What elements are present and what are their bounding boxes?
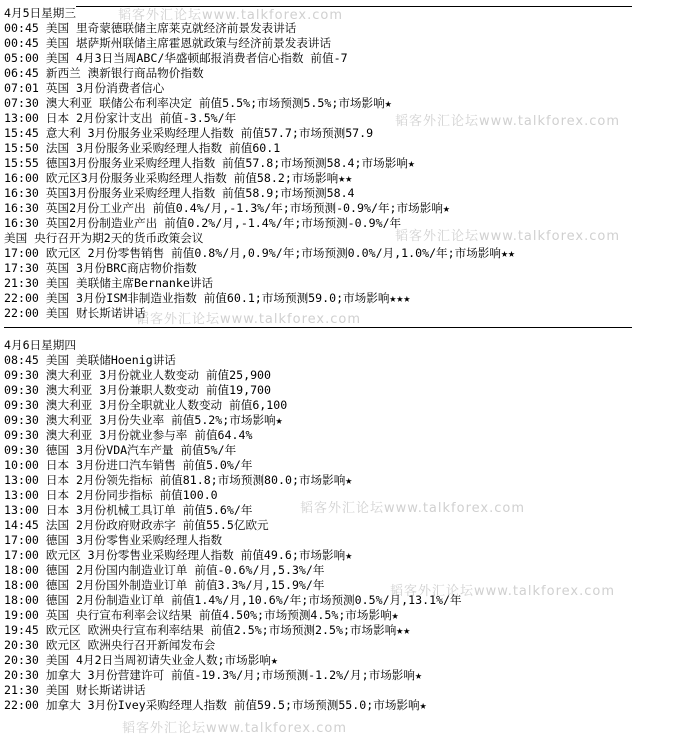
event-line: 08:45 美国 美联储Hoenig讲话 <box>4 353 176 367</box>
day-section-apr5 <box>4 6 696 321</box>
day-section-apr6 <box>4 338 696 713</box>
divider <box>4 327 632 328</box>
event-line: 15:50 法国 3月份服务业采购经理人指数 前值60.1 <box>4 141 281 155</box>
event-line: 18:00 德国 2月份制造业订单 前值1.4%/月,10.6%/年;市场预测0.5%/月,13.1%/年 <box>4 593 462 607</box>
event-line: 15:55 德国3月份服务业采购经理人指数 前值57.8;市场预测58.4;市场影响★ <box>4 156 415 170</box>
watermark: 韬客外汇论坛www.talkforex.com <box>395 114 620 129</box>
day-heading: 4月6日星期四 <box>4 338 76 352</box>
event-line: 美国 央行召开为期2天的货币政策会议 <box>4 231 204 245</box>
event-line: 15:45 意大利 3月份服务业采购经理人指数 前值57.7;市场预测57.9 <box>4 126 374 140</box>
event-line: 07:30 澳大利亚 联储公布利率决定 前值5.5%;市场预测5.5%;市场影响★ <box>4 96 392 110</box>
event-line: 09:30 澳大利亚 3月份全职就业人数变动 前值6,100 <box>4 398 288 412</box>
event-line: 17:00 德国 3月份零售业采购经理人指数 <box>4 533 223 547</box>
event-line: 06:45 新西兰 澳新银行商品物价指数 <box>4 66 204 80</box>
event-line: 19:45 欧元区 欧洲央行宣布利率结果 前值2.5%;市场预测2.5%;市场影响★★ <box>4 623 411 637</box>
watermark: 韬客外汇论坛www.talkforex.com <box>122 721 347 736</box>
event-line: 22:00 美国 3月份ISM非制造业指数 前值60.1;市场预测59.0;市场影响★★★ <box>4 291 411 305</box>
event-line: 14:45 法国 2月份政府财政赤字 前值55.5亿欧元 <box>4 518 269 532</box>
event-line: 21:30 美国 财长斯诺讲话 <box>4 683 146 697</box>
event-line: 16:00 欧元区3月份服务业采购经理人指数 前值58.2;市场影响★★ <box>4 171 353 185</box>
event-line: 13:00 日本 2月份家计支出 前值-3.5%/年 <box>4 111 237 125</box>
event-line: 20:30 加拿大 3月份营建许可 前值-19.3%/月;市场预测-1.2%/月;市场影响★ <box>4 668 422 682</box>
event-line: 09:30 澳大利亚 3月份就业参与率 前值64.4% <box>4 428 253 442</box>
event-line: 18:00 德国 2月份国内制造业订单 前值-0.6%/月,5.3%/年 <box>4 563 325 577</box>
event-line: 16:30 英国3月份服务业采购经理人指数 前值58.9;市场预测58.4 <box>4 186 355 200</box>
event-line: 00:45 美国 里奇蒙德联储主席莱克就经济前景发表讲话 <box>4 21 297 35</box>
event-line: 09:30 澳大利亚 3月份就业人数变动 前值25,900 <box>4 368 272 382</box>
event-line: 09:30 澳大利亚 3月份兼职人数变动 前值19,700 <box>4 383 272 397</box>
event-line: 21:30 美国 美联储主席Bernanke讲话 <box>4 276 214 290</box>
event-line: 00:45 美国 堪萨斯州联储主席霍恩就政策与经济前景发表讲话 <box>4 36 332 50</box>
event-line: 10:00 日本 3月份进口汽车销售 前值5.0%/年 <box>4 458 253 472</box>
event-line: 16:30 英国2月份工业产出 前值0.4%/月,-1.3%/年;市场预测-0.9%/年;市场影响★ <box>4 201 450 215</box>
event-line: 09:30 德国 3月份VDA汽车产量 前值5%/年 <box>4 443 237 457</box>
event-line: 20:30 欧元区 欧洲央行召开新闻发布会 <box>4 638 216 652</box>
watermark: 韬客外汇论坛www.talkforex.com <box>300 501 525 516</box>
event-line: 07:01 英国 3月份消费者信心 <box>4 81 165 95</box>
event-line: 19:00 英国 央行宣布利率会议结果 前值4.50%;市场预测4.5%;市场影响★ <box>4 608 399 622</box>
event-line: 13:00 日本 2月份领先指标 前值81.8;市场预测80.0;市场影响★ <box>4 473 353 487</box>
event-line: 16:30 英国2月份制造业产出 前值0.2%/月,-1.4%/年;市场预测-0.9%/年 <box>4 216 402 230</box>
event-line: 18:00 德国 2月份国外制造业订单 前值3.3%/月,15.9%/年 <box>4 578 325 592</box>
event-line: 20:30 美国 4月2日当周初请失业金人数;市场影响★ <box>4 653 278 667</box>
watermark: 韬客外汇论坛www.talkforex.com <box>390 584 615 599</box>
event-line: 17:30 英国 3月份BRC商店物价指数 <box>4 261 197 275</box>
event-line: 22:00 美国 财长斯诺讲话 <box>4 306 146 320</box>
event-line: 17:00 欧元区 3月份零售业采购经理人指数 前值49.6;市场影响★ <box>4 548 353 562</box>
watermark: 韬客外汇论坛www.talkforex.com <box>395 229 620 244</box>
watermark: 韬客外汇论坛www.talkforex.com <box>136 312 361 327</box>
event-line: 13:00 日本 2月份同步指标 前值100.0 <box>4 488 218 502</box>
watermark: 韬客外汇论坛www.talkforex.com <box>118 8 343 23</box>
event-line: 05:00 美国 4月3日当周ABC/华盛顿邮报消费者信心指数 前值-7 <box>4 51 348 65</box>
event-line: 22:00 加拿大 3月份Ivey采购经理人指数 前值59.5;市场预测55.0;市场影响★ <box>4 698 427 712</box>
event-line: 09:30 澳大利亚 3月份失业率 前值5.2%;市场影响★ <box>4 413 283 427</box>
day-heading: 4月5日星期三 <box>4 6 76 20</box>
event-line: 13:00 日本 3月份机械工具订单 前值5.6%/年 <box>4 503 253 517</box>
event-line: 17:00 欧元区 2月份零售销售 前值0.8%/月,0.9%/年;市场预测0.0%/月,1.0%/年;市场影响★★ <box>4 246 515 260</box>
